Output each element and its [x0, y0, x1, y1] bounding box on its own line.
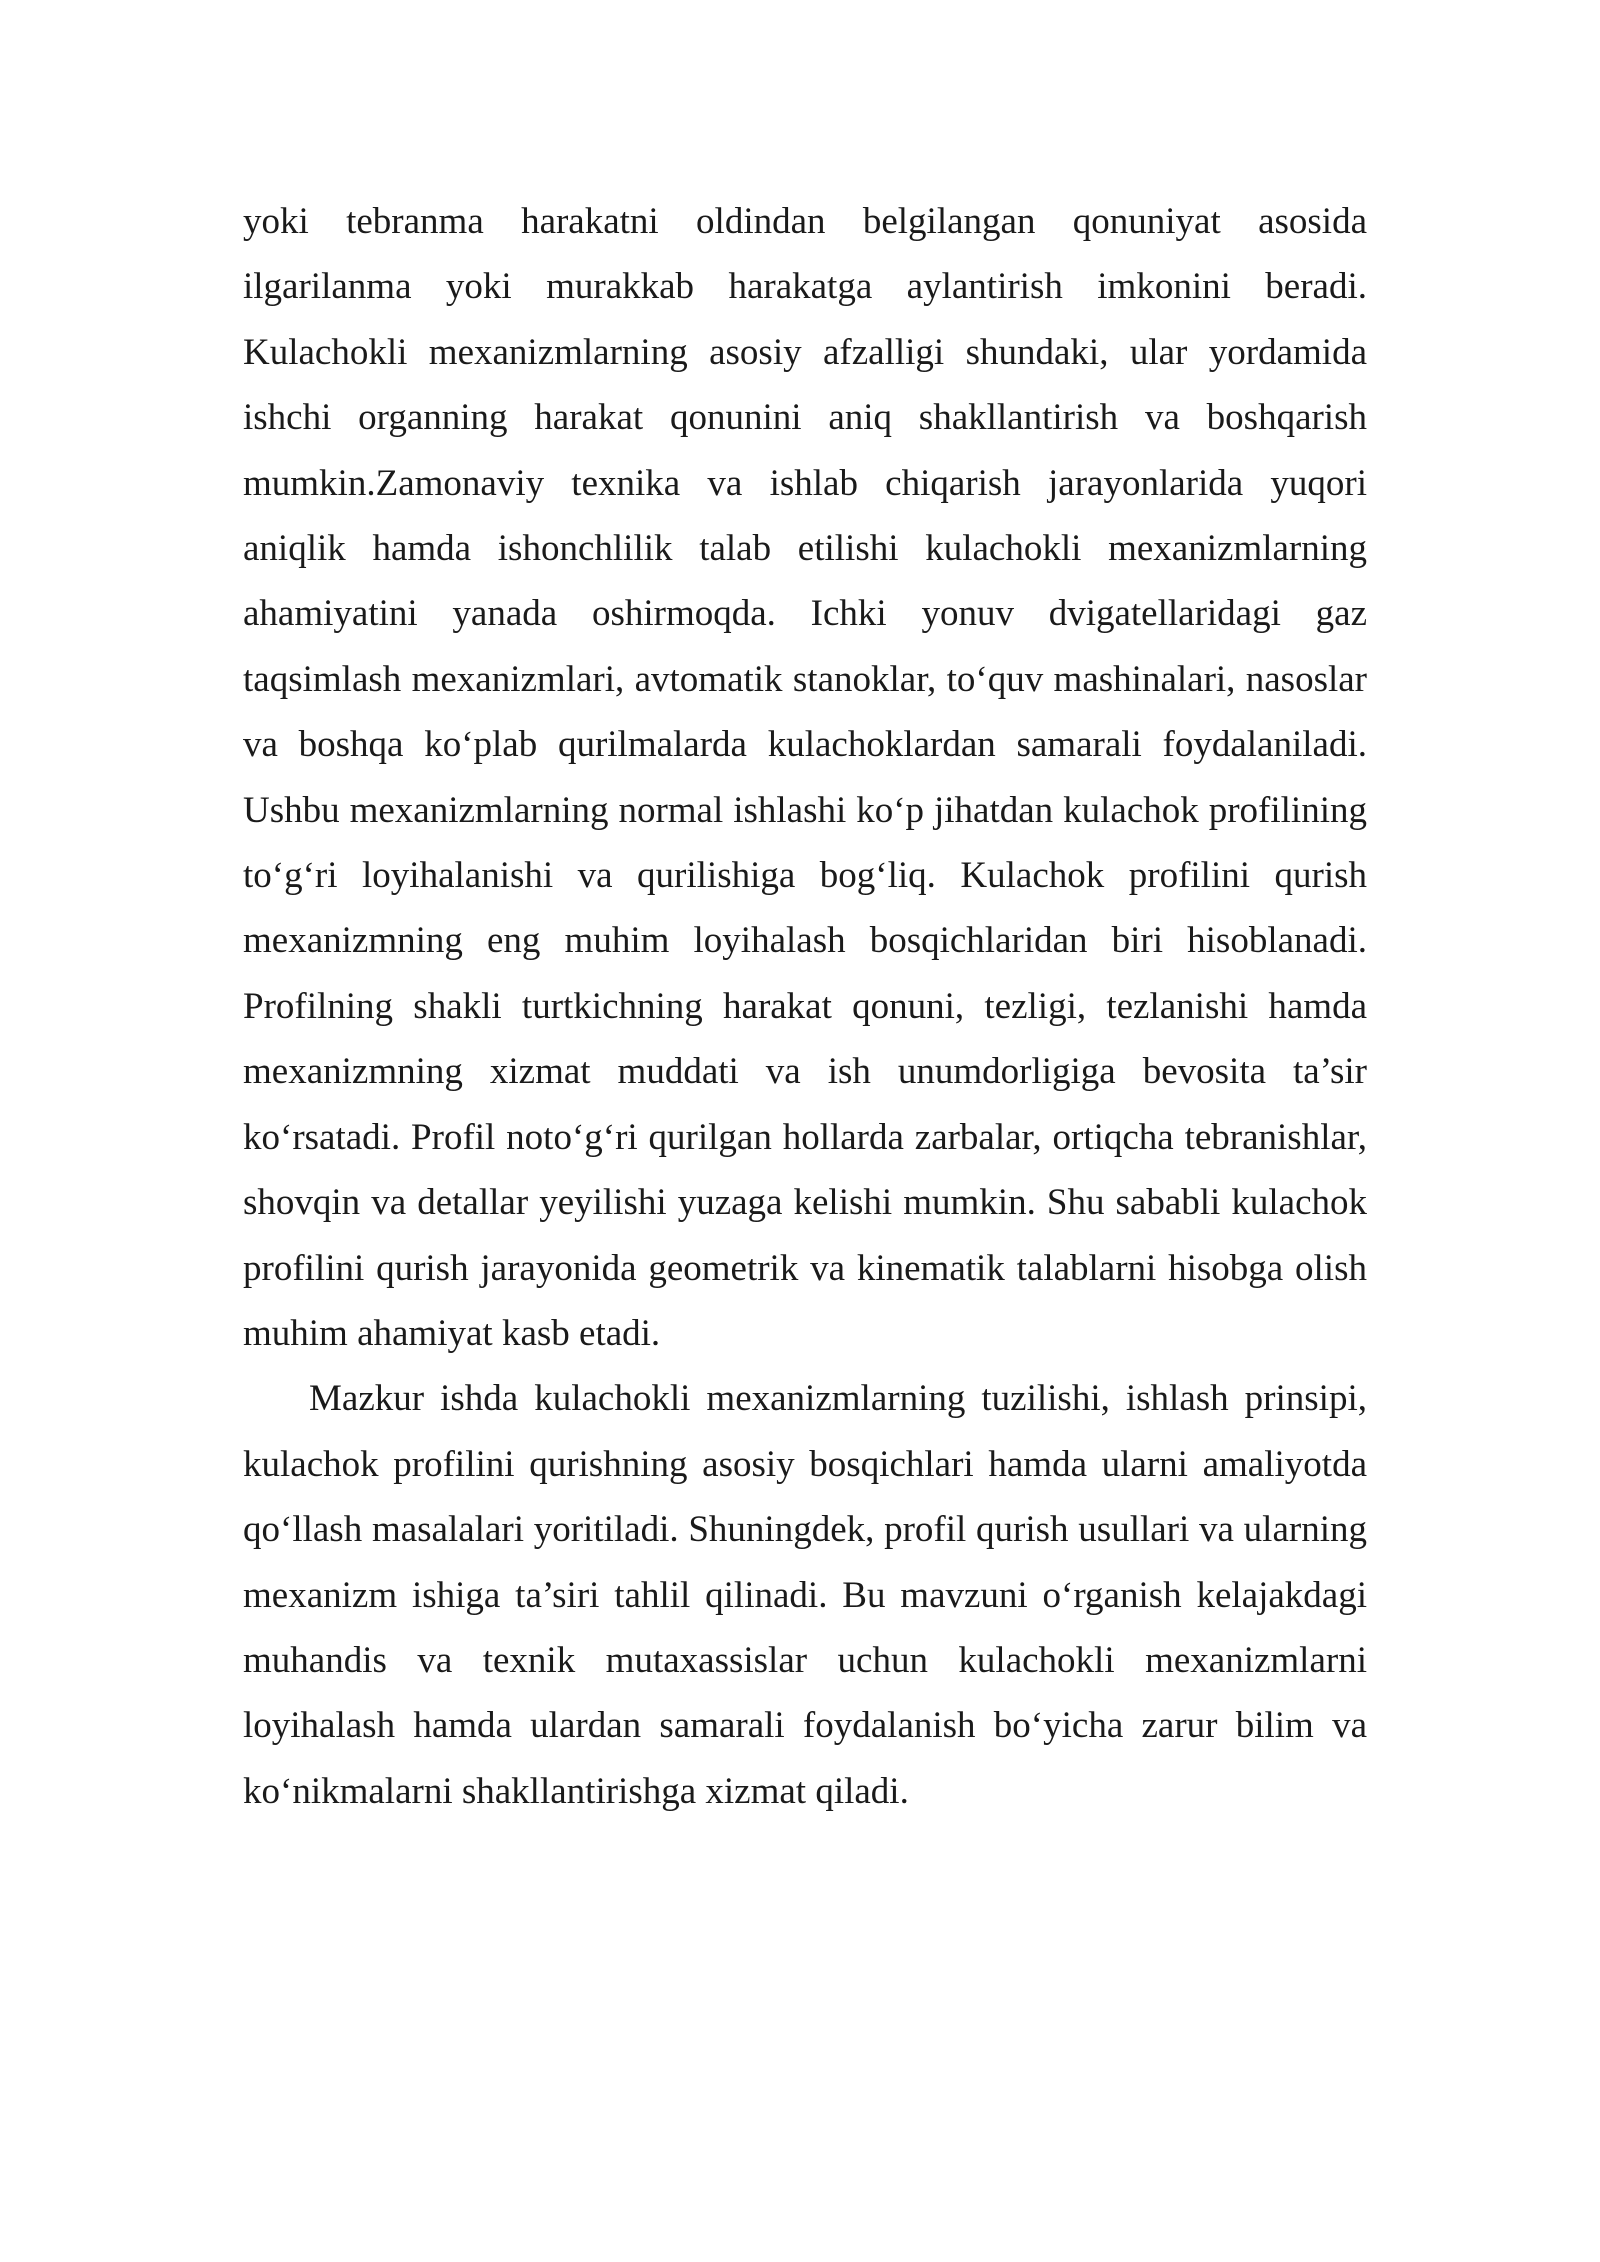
paragraph-purpose: Mazkur ishda kulachokli mexanizmlarning tuzilishi, ishlash prinsipi, kulachok profilini qurishning asosiy bosqichlari hamda ularni amaliyotda qo‘llash masalalari yoritiladi. Shuningdek, profil qurish usullari va ularning mexanizm ishiga ta’siri tahlil qilinadi. Bu mavzuni o‘rganish kelajakdagi muhandis va texnik mutaxassislar uchun kulachokli mexanizmlarni loyihalash hamda ulardan samarali foydalanish bo‘yicha zarur bilim va ko‘nikmalarni shakllantirishga xizmat qiladi. — [243, 1378, 1367, 1812]
body-text — [243, 189, 1367, 1824]
paragraph-continuation: yoki tebranma harakatni oldindan belgilangan qonuniyat asosida ilgarilanma yoki murakkab harakatga aylantirish imkonini beradi. Kulachokli mexanizmlarning asosiy afzalligi shundaki, ular yordamida ishchi organning harakat qonunini aniq shakllantirish va boshqarish mumkin.Zamonaviy texnika va ishlab chiqarish jarayonlarida yuqori aniqlik hamda ishonchlilik talab etilishi kulachokli mexanizmlarning ahamiyatini yanada oshirmoqda. Ichki yonuv dvigatellaridagi gaz taqsimlash mexanizmlari, avtomatik stanoklar, to‘quv mashinalari, nasoslar va boshqa ko‘plab qurilmalarda kulachoklardan samarali foydalaniladi. Ushbu mexanizmlarning normal ishlashi ko‘p jihatdan kulachok profilining to‘g‘ri loyihalanishi va qurilishiga bog‘liq. Kulachok profilini qurish mexanizmning eng muhim loyihalash bosqichlaridan biri hisoblanadi. Profilning shakli turtkichning harakat qonuni, tezligi, tezlanishi hamda mexanizmning xizmat muddati va ish unumdorligiga bevosita ta’sir ko‘rsatadi. Profil noto‘g‘ri qurilgan hollarda zarbalar, ortiqcha tebranishlar, shovqin va detallar yeyilishi yuzaga kelishi mumkin. Shu sababli kulachok profilini qurish jarayonida geometrik va kinematik talablarni hisobga olish muhim ahamiyat kasb etadi. — [243, 201, 1367, 1354]
